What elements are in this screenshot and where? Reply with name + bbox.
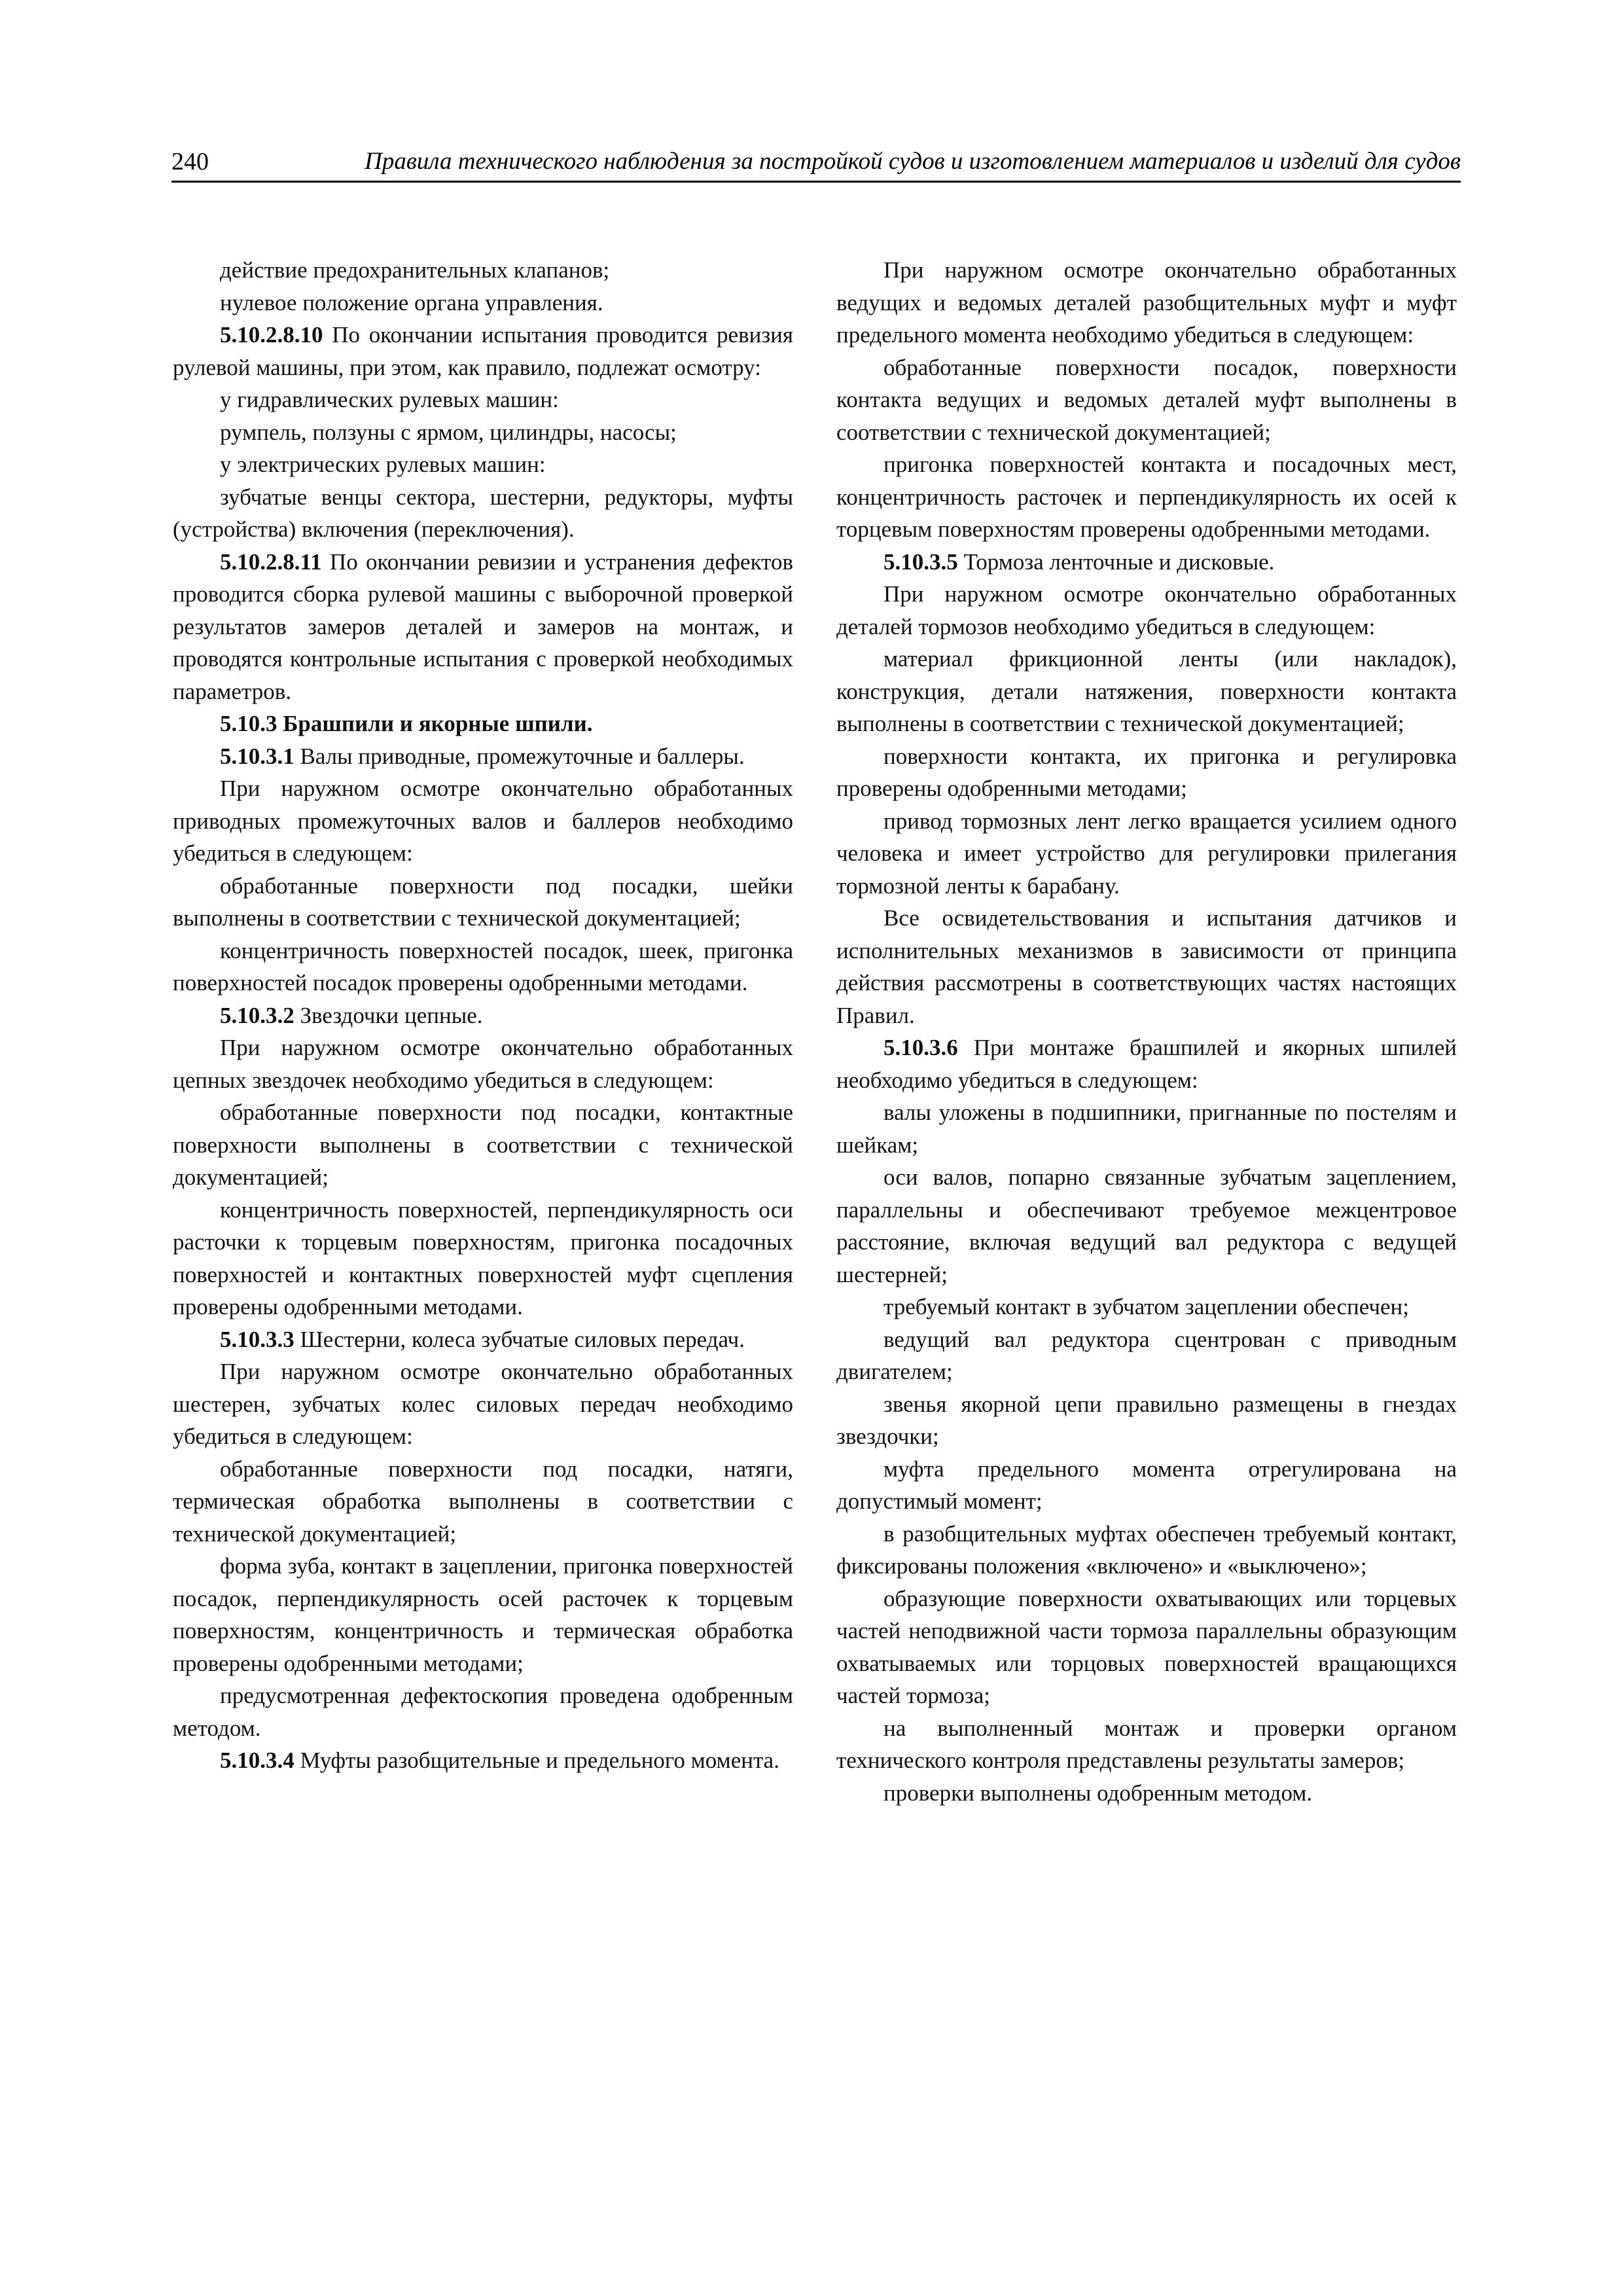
paragraph-text: у гидравлических рулевых машин: [220, 387, 559, 412]
paragraph-text: действие предохранительных клапанов; [220, 257, 610, 283]
paragraph [836, 1583, 1457, 1712]
paragraph-text: Тормоза ленточные и дисковые. [957, 548, 1275, 575]
paragraph-text: в разобщительных муфтах обеспечен требуемый контакт, фиксированы положения «включено» и «выключено»; [836, 1520, 1457, 1579]
section-number: 5.10.3.1 [220, 743, 294, 769]
paragraph [836, 448, 1457, 546]
paragraph-text: Муфты разобщительные и предельного момента. [294, 1748, 779, 1773]
paragraph-text: зубчатые венцы сектора, шестерни, редукторы, муфты (устройства) включения (переключения). [173, 484, 793, 542]
section-number: 5.10.3.6 [883, 1035, 958, 1060]
paragraph-text: требуемый контакт в зубчатом зацеплении обеспечен; [883, 1294, 1410, 1319]
section-number: 5.10.2.8.10 [220, 322, 323, 348]
paragraph-text: на выполненный монтаж и проверки органом технического контроля представлены результаты замеров; [836, 1715, 1457, 1773]
paragraph-text: муфта предельного момента отрегулирована на допустимый момент; [836, 1456, 1457, 1514]
paragraph [173, 287, 793, 319]
paragraph [836, 1096, 1457, 1161]
paragraph [173, 1550, 793, 1679]
paragraph [173, 481, 793, 546]
paragraph [173, 1031, 793, 1096]
right-text-column [836, 254, 1457, 1809]
left-text-column [173, 254, 793, 1777]
paragraph-text: румпель, ползуны с ярмом, цилиндры, насосы; [220, 419, 677, 445]
paragraph-text: обработанные поверхности под посадки, шейки выполнены в соответствии с технической документацией; [173, 872, 793, 931]
paragraph-text: звенья якорной цепи правильно размещены в гнездах звездочки; [836, 1391, 1457, 1449]
paragraph-text: нулевое положение органа управления. [220, 289, 603, 315]
paragraph [836, 546, 1457, 579]
paragraph-text: материал фрикционной ленты (или накладок), конструкция, детали натяжения, поверхности контакта выполнены в соответствии с технической документацией; [836, 646, 1457, 736]
paragraph-text: концентричность поверхностей, перпендикулярность оси расточки к торцевым поверхностям, пригонка посадочных поверхностей и контактных поверхностей муфт сцепления проверены одобренными методами. [173, 1196, 793, 1319]
paragraph-text: у электрических рулевых машин: [220, 452, 546, 477]
paragraph [173, 1096, 793, 1194]
paragraph [173, 1679, 793, 1744]
paragraph [836, 1323, 1457, 1388]
paragraph [836, 902, 1457, 1031]
paragraph-text: ведущий вал редуктора сцентрован с приводным двигателем; [836, 1326, 1457, 1384]
paragraph [836, 1453, 1457, 1518]
section-number: 5.10.3.2 [220, 1002, 294, 1028]
paragraph [836, 1518, 1457, 1583]
paragraph [173, 546, 793, 708]
paragraph [836, 1031, 1457, 1096]
paragraph-text: пригонка поверхностей контакта и посадочных мест, концентричность расточек и перпендикулярность их осей к торцевым поверхностям проверены одобренными методами. [836, 452, 1457, 542]
paragraph-text: При монтаже брашпилей и якорных шпилей необходимо убедиться в следующем: [836, 1035, 1457, 1093]
paragraph [173, 740, 793, 773]
paragraph [173, 1355, 793, 1453]
paragraph [836, 1712, 1457, 1777]
paragraph-text: Все освидетельствования и испытания датчиков и исполнительных механизмов в зависимости от принципа действия рассмотрены в соответствующих частях настоящих Правил. [836, 905, 1457, 1028]
paragraph-text: форма зуба, контакт в зацеплении, пригонка поверхностей посадок, перпендикулярность осей расточек к торцевым поверхностям, концентричность и термическая обработка проверены одобренными методами; [173, 1553, 793, 1676]
paragraph [836, 643, 1457, 740]
paragraph [836, 805, 1457, 903]
page-number: 240 [171, 148, 209, 175]
section-number: 5.10.3.4 [220, 1748, 294, 1773]
paragraph-text: При наружном осмотре окончательно обработанных шестерен, зубчатых колес силовых передач необходимо убедиться в следующем: [173, 1359, 793, 1449]
paragraph [173, 870, 793, 935]
paragraph [173, 999, 793, 1032]
section-number: 5.10.2.8.11 [220, 548, 322, 575]
paragraph [173, 1323, 793, 1356]
paragraph [836, 740, 1457, 805]
paragraph [173, 448, 793, 481]
paragraph-text: привод тормозных лент легко вращается усилием одного человека и имеет устройство для регулировки прилегания тормозной ленты к барабану. [836, 808, 1457, 899]
paragraph [173, 1744, 793, 1777]
paragraph [836, 1388, 1457, 1453]
paragraph [173, 708, 793, 740]
paragraph-text: проверки выполнены одобренным методом. [883, 1780, 1313, 1806]
paragraph [173, 254, 793, 287]
paragraph-text: При наружном осмотре окончательно обработанных цепных звездочек необходимо убедиться в следующем: [173, 1035, 793, 1093]
paragraph-text: Валы приводные, промежуточные и баллеры. [294, 743, 745, 769]
paragraph [836, 351, 1457, 449]
paragraph [173, 935, 793, 999]
paragraph-text: При наружном осмотре окончательно обработанных ведущих и ведомых деталей разобщительных муфт и муфт предельного момента необходимо убедиться в следующем: [836, 257, 1457, 348]
paragraph [173, 319, 793, 384]
paragraph-text: образующие поверхности охватывающих или торцевых частей неподвижной части тормоза параллельны образующим охватываемых или торцовых поверхностей вращающихся частей тормоза; [836, 1585, 1457, 1708]
paragraph-text: предусмотренная дефектоскопия проведена одобренным методом. [173, 1683, 793, 1741]
paragraph [173, 1194, 793, 1323]
paragraph [173, 1453, 793, 1551]
paragraph-text: Шестерни, колеса зубчатые силовых передач. [294, 1326, 745, 1352]
paragraph-text: оси валов, попарно связанные зубчатым зацеплением, параллельны и обеспечивают требуемое межцентровое расстояние, включая ведущий вал редуктора с ведущей шестерней; [836, 1164, 1457, 1287]
paragraph-text: обработанные поверхности под посадки, контактные поверхности выполнены в соответствии с технической документацией; [173, 1100, 793, 1190]
paragraph-text: обработанные поверхности под посадки, натяги, термическая обработка выполнены в соответствии с технической документацией; [173, 1456, 793, 1547]
running-title: Правила технического наблюдения за постройкой судов и изготовлением материалов и изделий для судов [365, 148, 1461, 175]
section-number: 5.10.3.3 [220, 1326, 294, 1352]
paragraph-text: обработанные поверхности посадок, поверхности контакта ведущих и ведомых деталей муфт выполнены в соответствии с технической документацией; [836, 354, 1457, 445]
paragraph [836, 578, 1457, 643]
paragraph-text: концентричность поверхностей посадок, шеек, пригонка поверхностей посадок проверены одобренными методами. [173, 937, 793, 996]
paragraph-text: поверхности контакта, их пригонка и регулировка проверены одобренными методами; [836, 743, 1457, 801]
section-number: 5.10.3.5 [883, 548, 958, 575]
paragraph [836, 1161, 1457, 1291]
paragraph [836, 254, 1457, 351]
paragraph-text: Звездочки цепные. [294, 1002, 483, 1028]
paragraph [836, 1291, 1457, 1323]
section-number: 5.10.3 Брашпили и якорные шпили. [220, 711, 593, 736]
paragraph-text: При наружном осмотре окончательно обработанных приводных промежуточных валов и баллеров необходимо убедиться в следующем: [173, 776, 793, 866]
paragraph [173, 772, 793, 870]
paragraph-text: При наружном осмотре окончательно обработанных деталей тормозов необходимо убедиться в следующем: [836, 581, 1457, 639]
paragraph-text: По окончании ревизии и устранения дефектов проводится сборка рулевой машины с выборочной проверкой результатов замеров деталей и замеров на монтаж, и проводятся контрольные испытания с проверкой необходимых параметров. [173, 548, 793, 704]
paragraph [836, 1777, 1457, 1810]
paragraph [173, 384, 793, 416]
paragraph-text: По окончании испытания проводится ревизия рулевой машины, при этом, как правило, подлежат осмотру: [173, 322, 793, 380]
paragraph [173, 416, 793, 449]
page-header [171, 145, 1461, 183]
paragraph-text: валы уложены в подшипники, пригнанные по постелям и шейкам; [836, 1100, 1457, 1158]
